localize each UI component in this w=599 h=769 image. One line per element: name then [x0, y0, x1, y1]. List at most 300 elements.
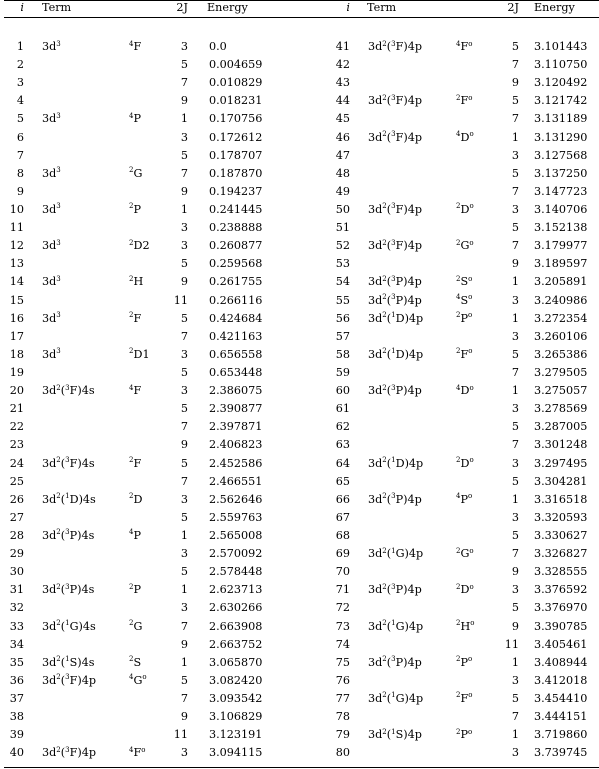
- header-rule: [4, 17, 599, 18]
- energy-value: 3.140706: [534, 202, 588, 216]
- term-symbol: $^4F^o$: [456, 39, 473, 53]
- header-row: [2, 0, 597, 16]
- table-row: [2, 329, 597, 345]
- two-j-value: 9: [511, 76, 519, 90]
- energy-value: 3.123191: [209, 728, 263, 742]
- two-j-value: 5: [511, 94, 519, 108]
- energy-value: 3.179977: [534, 239, 588, 253]
- two-j-value: 1: [180, 528, 188, 542]
- energy-value: 0.170756: [209, 112, 263, 126]
- table-row: [2, 456, 597, 472]
- two-j-value: 5: [511, 40, 519, 53]
- level-index: 76: [335, 673, 350, 687]
- energy-value: 0.187870: [209, 166, 263, 180]
- table-row: [2, 673, 597, 689]
- energy-value: 3.094115: [209, 746, 263, 760]
- two-j-value: 7: [180, 329, 188, 343]
- energy-value: 2.570092: [209, 547, 263, 561]
- energy-value: 3.279505: [534, 365, 588, 379]
- two-j-value: 3: [511, 148, 519, 162]
- two-j-value: 3: [511, 510, 519, 524]
- term-symbol: $^2D^o$: [456, 582, 474, 597]
- configuration: $3d^2(^3F)4p$: [368, 238, 423, 253]
- configuration: $3d^2(^1G)4p$: [368, 546, 424, 561]
- energy-value: 0.653448: [209, 365, 263, 379]
- two-j-value: 3: [180, 347, 188, 361]
- configuration: $3d^2(^1D)4s$: [42, 492, 96, 506]
- energy-value: 2.578448: [209, 565, 263, 579]
- term-symbol: $^2$S: [129, 655, 142, 669]
- table-row: [2, 111, 597, 127]
- level-index: 22: [9, 420, 24, 434]
- two-j-value: 9: [511, 257, 519, 271]
- level-index: 12: [9, 239, 24, 253]
- level-index: 8: [16, 166, 24, 180]
- term-symbol: $^2P^o$: [456, 311, 473, 325]
- configuration: $3d^3$: [42, 111, 61, 126]
- energy-value: 0.424684: [209, 311, 263, 325]
- energy-value: 3.101443: [534, 40, 588, 53]
- configuration: $3d^3$: [42, 202, 61, 216]
- energy-value: 3.297495: [534, 456, 588, 470]
- term-symbol: $^2S^o$: [456, 274, 473, 289]
- energy-value: 0.421163: [209, 329, 263, 343]
- level-index: 39: [9, 728, 24, 742]
- level-index: 32: [9, 601, 24, 615]
- level-index: 7: [16, 148, 24, 162]
- two-j-value: 3: [511, 456, 519, 470]
- table-row: [2, 39, 597, 55]
- level-index: 59: [335, 365, 350, 379]
- energy-value: 3.316518: [534, 492, 588, 506]
- level-index: 55: [335, 293, 350, 307]
- level-index: 36: [9, 673, 24, 687]
- energy-value: 2.406823: [209, 438, 263, 452]
- two-j-value: 3: [180, 601, 188, 615]
- two-j-value: 3: [180, 221, 188, 235]
- level-index: 16: [9, 311, 24, 325]
- header-term-right: Term: [367, 1, 397, 14]
- energy-value: 0.172612: [209, 130, 263, 144]
- energy-value: 2.559763: [209, 510, 263, 524]
- two-j-value: 11: [173, 293, 188, 307]
- two-j-value: 1: [511, 311, 519, 325]
- configuration: $3d^3$: [42, 311, 61, 325]
- two-j-value: 5: [180, 510, 188, 524]
- level-index: 50: [335, 202, 350, 216]
- energy-value: 0.260877: [209, 239, 263, 253]
- table-row: [2, 166, 597, 182]
- two-j-value: 1: [180, 112, 188, 126]
- level-index: 47: [335, 148, 350, 162]
- level-index: 10: [9, 202, 24, 216]
- energy-value: 3.272354: [534, 311, 588, 325]
- table-row: [2, 256, 597, 272]
- configuration: $3d^3$: [42, 274, 61, 289]
- two-j-value: 5: [511, 420, 519, 434]
- two-j-value: 5: [511, 691, 519, 705]
- level-index: 40: [9, 746, 24, 760]
- header-2j-right: 2J: [507, 1, 519, 14]
- energy-value: 3.152138: [534, 221, 588, 235]
- table-row: [2, 691, 597, 707]
- level-index: 65: [335, 474, 350, 488]
- two-j-value: 5: [180, 673, 188, 687]
- level-index: 54: [335, 275, 350, 289]
- term-symbol: $^2$F: [129, 311, 142, 325]
- table-row: [2, 93, 597, 109]
- term-symbol: $^2P^o$: [456, 655, 473, 669]
- configuration: $3d^2(^1G)4p$: [368, 619, 424, 633]
- two-j-value: 9: [511, 619, 519, 633]
- level-index: 11: [9, 221, 24, 235]
- configuration: $3d^2(^3F)4p$: [368, 93, 423, 108]
- term-symbol: $^2F^o$: [456, 691, 473, 705]
- level-index: 43: [335, 76, 350, 90]
- level-index: 34: [9, 637, 24, 651]
- two-j-value: 11: [173, 728, 188, 742]
- level-index: 56: [335, 311, 350, 325]
- energy-value: 3.326827: [534, 547, 588, 561]
- table-row: [2, 365, 597, 381]
- configuration: $3d^2(^3P)4p$: [368, 383, 422, 398]
- energy-value: 0.241445: [209, 202, 263, 216]
- level-index: 3: [16, 76, 24, 90]
- two-j-value: 3: [180, 492, 188, 506]
- level-index: 52: [335, 239, 350, 253]
- energy-value: 2.397871: [209, 420, 263, 434]
- energy-value: 0.266116: [209, 293, 263, 307]
- energy-value: 3.240986: [534, 293, 588, 307]
- configuration: $3d^2(^3F)4p$: [368, 39, 423, 53]
- configuration: $3d^2(^1D)4p$: [368, 456, 424, 470]
- energy-value: 0.0: [209, 40, 227, 53]
- level-index: 23: [9, 438, 24, 452]
- energy-value: 3.131189: [534, 112, 588, 126]
- term-symbol: $^2D^o$: [456, 456, 474, 470]
- term-symbol: $^2D^o$: [456, 202, 474, 216]
- energy-value: 3.110750: [534, 58, 588, 72]
- level-index: 58: [335, 347, 350, 361]
- header-i-left: i: [20, 1, 24, 14]
- two-j-value: 5: [180, 456, 188, 470]
- configuration: $3d^2(^3P)4p$: [368, 492, 422, 506]
- term-symbol: $^2$F: [129, 456, 142, 470]
- level-index: 1: [16, 40, 24, 53]
- level-index: 27: [9, 510, 24, 524]
- configuration: $3d^2(^1G)4s$: [42, 619, 96, 633]
- energy-value: 0.261755: [209, 275, 263, 289]
- term-symbol: $^4$F: [129, 383, 142, 398]
- two-j-value: 7: [511, 547, 519, 561]
- term-symbol: $^2$P: [129, 582, 141, 597]
- two-j-value: 1: [511, 275, 519, 289]
- two-j-value: 7: [511, 239, 519, 253]
- level-index: 72: [335, 601, 350, 615]
- level-index: 70: [335, 565, 350, 579]
- energy-value: 3.137250: [534, 166, 588, 180]
- level-index: 30: [9, 565, 24, 579]
- term-symbol: $^4F^o$: [129, 745, 146, 760]
- two-j-value: 3: [511, 329, 519, 343]
- level-index: 20: [9, 384, 24, 398]
- level-index: 38: [9, 710, 24, 724]
- two-j-value: 3: [511, 673, 519, 687]
- header-i-right: i: [346, 1, 350, 14]
- term-symbol: $^4S^o$: [456, 293, 473, 307]
- two-j-value: 9: [180, 710, 188, 724]
- level-index: 29: [9, 547, 24, 561]
- energy-value: 3.147723: [534, 184, 588, 198]
- energy-value: 2.663752: [209, 637, 263, 651]
- two-j-value: 1: [511, 384, 519, 398]
- level-index: 75: [335, 655, 350, 669]
- two-j-value: 1: [511, 492, 519, 506]
- level-index: 78: [335, 710, 350, 724]
- two-j-value: 5: [511, 601, 519, 615]
- term-symbol: $^4$F: [129, 39, 142, 53]
- two-j-value: 3: [511, 402, 519, 416]
- level-index: 77: [335, 691, 350, 705]
- term-symbol: $^4$P: [129, 111, 141, 126]
- energy-value: 3.304281: [534, 474, 588, 488]
- configuration: $3d^2(^3F)4p$: [368, 130, 423, 144]
- level-index: 69: [335, 547, 350, 561]
- two-j-value: 9: [180, 94, 188, 108]
- table-row: [2, 220, 597, 236]
- two-j-value: 5: [180, 148, 188, 162]
- table-row: [2, 745, 597, 761]
- two-j-value: 3: [511, 746, 519, 760]
- level-index: 57: [335, 329, 350, 343]
- level-index: 24: [9, 456, 24, 470]
- term-symbol: $^4G^o$: [129, 673, 147, 687]
- two-j-value: 1: [511, 728, 519, 742]
- energy-value: 3.065870: [209, 655, 263, 669]
- configuration: $3d^2(^1S)4s$: [42, 655, 95, 669]
- two-j-value: 3: [180, 40, 188, 53]
- configuration: $3d^3$: [42, 238, 61, 253]
- two-j-value: 5: [511, 528, 519, 542]
- level-index: 80: [335, 746, 350, 760]
- table-row: [2, 474, 597, 490]
- level-index: 49: [335, 184, 350, 198]
- energy-value: 0.004659: [209, 58, 263, 72]
- level-index: 14: [9, 275, 24, 289]
- term-symbol: $^2$H: [129, 274, 144, 289]
- table-row: [2, 528, 597, 544]
- table-row: [2, 637, 597, 653]
- table-row: [2, 727, 597, 743]
- two-j-value: 3: [180, 384, 188, 398]
- header-term-left: Term: [42, 1, 72, 14]
- level-index: 63: [335, 438, 350, 452]
- table-row: [2, 238, 597, 254]
- energy-value: 2.663908: [209, 619, 263, 633]
- configuration: $3d^2(^1D)4p$: [368, 311, 424, 325]
- two-j-value: 1: [180, 583, 188, 597]
- table-row: [2, 492, 597, 508]
- table-row: [2, 709, 597, 725]
- level-index: 31: [9, 583, 24, 597]
- two-j-value: 1: [180, 655, 188, 669]
- configuration: $3d^2(^3F)4p$: [368, 202, 423, 216]
- level-index: 61: [335, 402, 350, 416]
- two-j-value: 1: [511, 130, 519, 144]
- two-j-value: 3: [511, 583, 519, 597]
- two-j-value: 7: [180, 420, 188, 434]
- energy-value: 2.466551: [209, 474, 263, 488]
- two-j-value: 5: [180, 257, 188, 271]
- header-2j-left: 2J: [176, 1, 188, 14]
- two-j-value: 3: [511, 202, 519, 216]
- term-symbol: $^2F^o$: [456, 347, 473, 361]
- two-j-value: 5: [511, 166, 519, 180]
- level-index: 9: [16, 184, 24, 198]
- level-index: 44: [335, 94, 350, 108]
- two-j-value: 11: [504, 637, 519, 651]
- two-j-value: 5: [180, 58, 188, 72]
- level-index: 35: [9, 655, 24, 669]
- two-j-value: 5: [511, 347, 519, 361]
- energy-value: 3.408944: [534, 655, 588, 669]
- energy-value: 3.205891: [534, 275, 588, 289]
- energy-value: 3.376970: [534, 601, 588, 615]
- level-index: 53: [335, 257, 350, 271]
- two-j-value: 3: [511, 293, 519, 307]
- configuration: $3d^2(^3P)4s$: [42, 528, 95, 542]
- table-row: [2, 202, 597, 218]
- bottom-rule: [4, 767, 599, 768]
- header-energy-left: Energy: [207, 1, 248, 14]
- level-index: 15: [9, 293, 24, 307]
- level-index: 67: [335, 510, 350, 524]
- two-j-value: 3: [180, 547, 188, 561]
- energy-value: 2.562646: [209, 492, 263, 506]
- level-index: 13: [9, 257, 24, 271]
- level-index: 26: [9, 492, 24, 506]
- table-row: [2, 401, 597, 417]
- two-j-value: 9: [180, 184, 188, 198]
- configuration: $3d^2(^3F)4p$: [42, 673, 97, 687]
- two-j-value: 7: [180, 76, 188, 90]
- table-row: [2, 383, 597, 399]
- term-symbol: $^2F^o$: [456, 93, 473, 108]
- level-index: 45: [335, 112, 350, 126]
- energy-value: 0.010829: [209, 76, 263, 90]
- level-index: 79: [335, 728, 350, 742]
- energy-value: 3.739745: [534, 746, 588, 760]
- term-symbol: $^2$G: [129, 619, 143, 633]
- table-row: [2, 184, 597, 200]
- energy-value: 0.018231: [209, 94, 263, 108]
- level-index: 2: [16, 58, 24, 72]
- two-j-value: 9: [180, 438, 188, 452]
- energy-value: 3.093542: [209, 691, 263, 705]
- energy-value: 3.719860: [534, 728, 588, 742]
- energy-value: 3.189597: [534, 257, 588, 271]
- level-index: 37: [9, 691, 24, 705]
- header-energy-right: Energy: [534, 1, 575, 14]
- table-row: [2, 419, 597, 435]
- level-index: 25: [9, 474, 24, 488]
- configuration: $3d^2(^3P)4p$: [368, 293, 422, 307]
- two-j-value: 1: [180, 202, 188, 216]
- two-j-value: 5: [180, 402, 188, 416]
- table-row: [2, 655, 597, 671]
- configuration: $3d^3$: [42, 39, 61, 53]
- table-row: [2, 130, 597, 146]
- energy-value: 2.623713: [209, 583, 263, 597]
- configuration: $3d^2(^1S)4p$: [368, 727, 422, 742]
- energy-value: 3.287005: [534, 420, 588, 434]
- table-row: [2, 600, 597, 616]
- energy-value: 0.656558: [209, 347, 263, 361]
- configuration: $3d^2(^3P)4s$: [42, 582, 95, 597]
- energy-value: 2.390877: [209, 402, 263, 416]
- level-index: 19: [9, 365, 24, 379]
- energy-value: 0.178707: [209, 148, 263, 162]
- level-index: 71: [335, 583, 350, 597]
- two-j-value: 3: [180, 746, 188, 760]
- energy-value: 3.265386: [534, 347, 588, 361]
- energy-value: 3.127568: [534, 148, 588, 162]
- two-j-value: 9: [180, 275, 188, 289]
- energy-value: 0.238888: [209, 221, 263, 235]
- energy-value: 3.131290: [534, 130, 588, 144]
- term-symbol: $^2$D2: [129, 238, 150, 253]
- level-index: 4: [16, 94, 24, 108]
- level-index: 41: [335, 40, 350, 53]
- energy-value: 3.412018: [534, 673, 588, 687]
- term-symbol: $^2G^o$: [456, 546, 474, 561]
- two-j-value: 5: [180, 565, 188, 579]
- two-j-value: 3: [180, 130, 188, 144]
- level-index: 46: [335, 130, 350, 144]
- energy-value: 2.386075: [209, 384, 263, 398]
- table-row: [2, 311, 597, 327]
- term-symbol: $^4$P: [129, 528, 141, 542]
- two-j-value: 7: [180, 691, 188, 705]
- two-j-value: 7: [511, 438, 519, 452]
- configuration: $3d^2(^3F)4s$: [42, 383, 95, 398]
- term-symbol: $^4D^o$: [456, 383, 474, 398]
- level-index: 68: [335, 528, 350, 542]
- table-row: [2, 57, 597, 73]
- level-index: 5: [16, 112, 24, 126]
- configuration: $3d^2(^3F)4p$: [42, 745, 97, 760]
- two-j-value: 7: [511, 365, 519, 379]
- two-j-value: 9: [180, 637, 188, 651]
- table-row: [2, 347, 597, 363]
- term-symbol: $^2$D: [129, 492, 143, 506]
- two-j-value: 7: [180, 474, 188, 488]
- two-j-value: 7: [511, 710, 519, 724]
- table-row: [2, 582, 597, 598]
- level-index: 42: [335, 58, 350, 72]
- energy-value: 3.376592: [534, 583, 588, 597]
- term-symbol: $^4D^o$: [456, 130, 474, 144]
- two-j-value: 1: [511, 655, 519, 669]
- energy-value: 0.259568: [209, 257, 263, 271]
- energy-value: 3.278569: [534, 402, 588, 416]
- two-j-value: 5: [180, 311, 188, 325]
- level-index: 28: [9, 528, 24, 542]
- energy-value: 3.328555: [534, 565, 588, 579]
- level-index: 66: [335, 492, 350, 506]
- term-symbol: $^2H^o$: [456, 619, 475, 633]
- table-row: [2, 75, 597, 91]
